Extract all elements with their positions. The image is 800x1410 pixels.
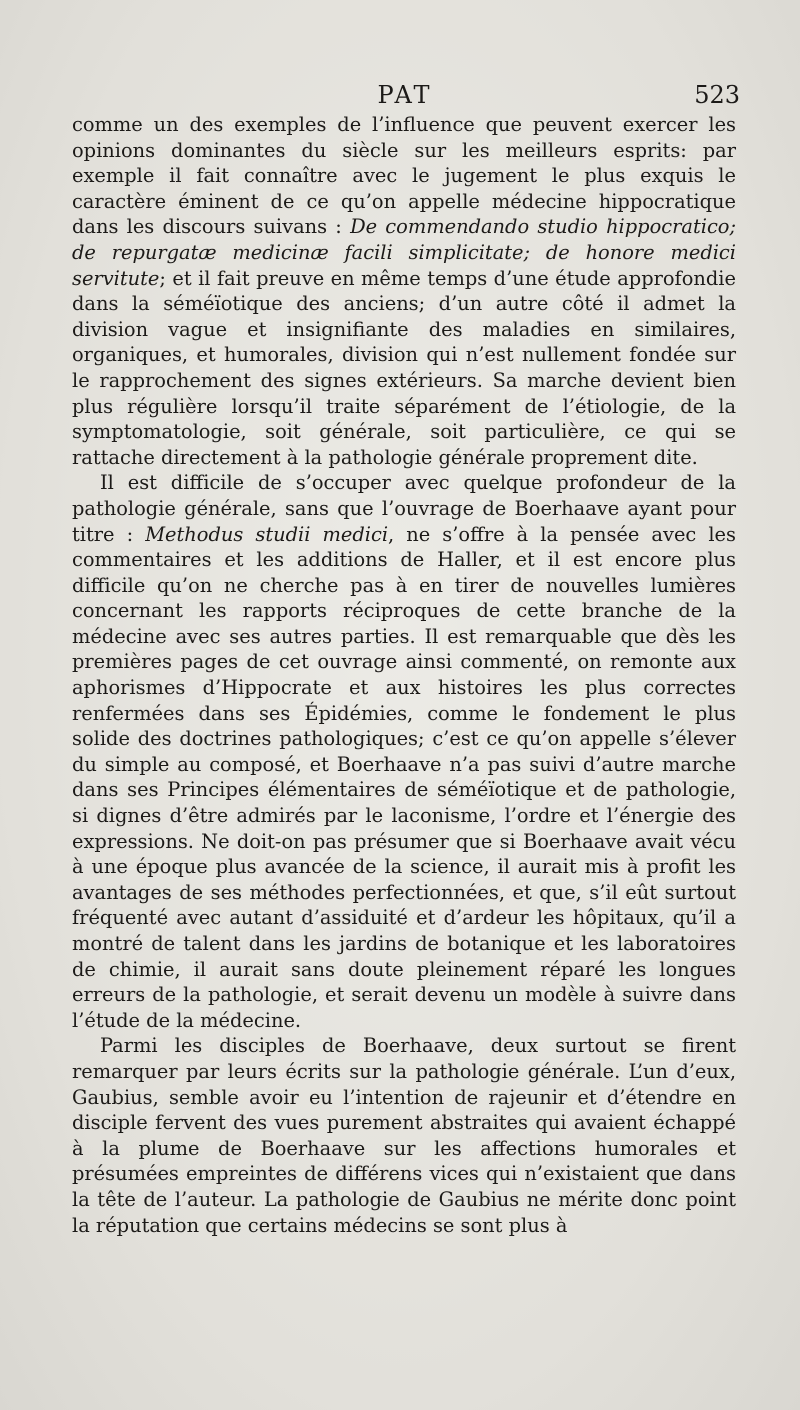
text-run: ; et il fait preuve en même temps d’une étude approfondie dans la séméïotique des anciens; d’un autre côté il admet la division vague et insignifiante des maladies en similaires, organiques, et humorales, division qui n’est nullement fondée sur le rapprochement des signes extérieurs. Sa marche devient bien plus régulière lorsqu’il traite séparément de l’étiologie, de la symptomatologie, soit générale, soit particulière, ce qui se rattache directement à la pathologie générale proprement dite. bbox=[72, 266, 736, 469]
paragraph-boerhaave bbox=[72, 470, 736, 1033]
text-run: Il est difficile de s’occuper avec quelque profondeur de la pathologie générale, sans que l’ouvrage de Boerhaave ayant pour titre : bbox=[72, 471, 736, 546]
text-run: Parmi les disciples de Boerhaave, deux surtout se firent remarquer par leurs écrits sur la pathologie générale. L’un d’eux, Gaubius, semble avoir eu l’intention de rajeunir et d’étendre en disciple fervent des vues purement abstraites qui avaient échappé à la plume de Boerhaave sur les affections humorales et présumées empreintes de différens vices qui n’existaient que dans la tête de l’auteur. La pathologie de Gaubius ne mérite donc point la réputation que certains médecins se sont plus à bbox=[72, 1034, 736, 1237]
paragraph-continued bbox=[72, 112, 736, 470]
latin-book-title: Methodus studii medici bbox=[145, 522, 389, 546]
text-run: , ne s’offre à la pensée avec les commentaires et les additions de Haller, et il est encore plus difficile qu’on ne cherche pas à en tirer de nouvelles lumières concernant les rapports réciproques de cette branche de la médecine avec ses autres parties. Il est remarquable que dès les premières pages de cet ouvrage ainsi commenté, on remonte aux aphorismes d’Hippocrate et aux histoires les plus correctes renfermées dans ses Épidémies, comme le fondement le plus solide des doctrines pathologiques; c’est ce qu’on appelle s’élever du simple au composé, et Boerhaave n’a pas suivi d’autre marche dans ses Principes élémentaires de séméïotique et de pathologie, si dignes d’être admirés par le laconisme, l’ordre et l’énergie des expressions. Ne doit-on pas présumer que si Boerhaave avait vécu à une époque plus avancée de la science, il aurait mis à profit les avantages de ses méthodes perfectionnées, et que, s’il eût surtout fréquenté avec autant d’assiduité et d’ardeur les hôpitaux, qu’il a montré de talent dans les jardins de botanique et les laboratoires de chimie, il aurait sans doute pleinement réparé les longues erreurs de la pathologie, et serait devenu un modèle à suivre dans l’étude de la médecine. bbox=[72, 522, 736, 1032]
running-title: PAT bbox=[377, 81, 433, 109]
page-number: 523 bbox=[694, 81, 740, 109]
latin-discourse-titles: De commendando studio hippocratico; de repurgatæ medicinæ facili simplicitate; de honore medici servitute bbox=[72, 215, 737, 290]
text-body bbox=[72, 112, 736, 1238]
running-head bbox=[70, 78, 740, 112]
paragraph-disciples bbox=[72, 1033, 736, 1238]
text-run: comme un des exemples de l’influence que peuvent exercer les opinions dominantes du siècle sur les meilleurs esprits: par exemple il fait connaître avec le jugement le plus exquis le caractère éminent de ce qu’on appelle médecine hippocratique dans les discours suivans : bbox=[72, 113, 736, 239]
